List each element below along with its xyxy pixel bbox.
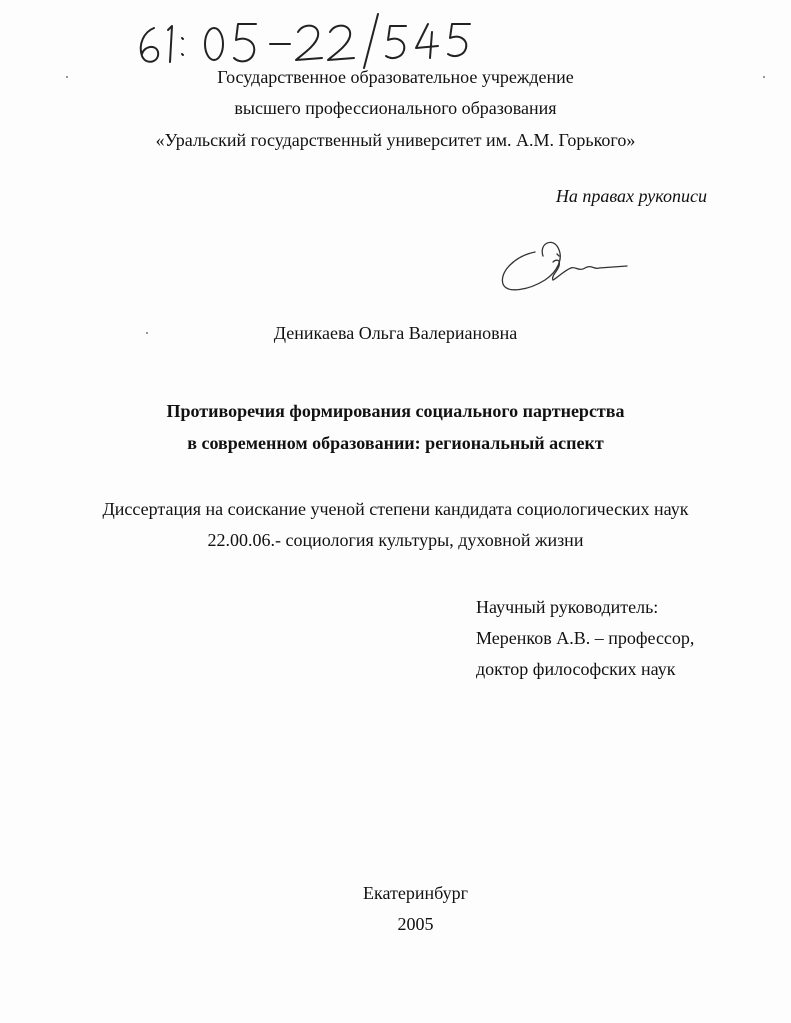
scan-speck	[66, 76, 68, 78]
year: 2005	[397, 914, 434, 934]
scan-speck	[763, 76, 765, 78]
supervisor-degree: доктор философских наук	[476, 659, 676, 679]
author-name: Деникаева Ольга Валериановна	[273, 323, 518, 343]
degree-line-2: 22.00.06.- социология культуры, духовной жизни	[207, 530, 584, 550]
city: Екатеринбург	[363, 883, 468, 903]
supervisor-name: Меренков А.В. – профессор,	[476, 628, 695, 648]
archive-code-handwritten	[132, 10, 492, 70]
dissertation-title-line-2: в современном образовании: региональный аспект	[187, 433, 604, 453]
supervisor-label: Научный руководитель:	[476, 597, 659, 617]
scan-speck	[146, 332, 148, 334]
manuscript-note: На правах рукописи	[555, 186, 707, 206]
degree-line-1: Диссертация на соискание ученой степени кандидата социологических наук	[102, 499, 689, 519]
dissertation-title-line-1: Противоречия формирования социального партнерства	[166, 401, 625, 421]
signature	[495, 232, 635, 302]
institution-line-1: Государственное образовательное учреждение	[217, 67, 574, 87]
institution-line-2: высшего профессионального образования	[234, 98, 557, 118]
institution-line-3: «Уральский государственный университет им. А.М. Горького»	[155, 130, 636, 150]
